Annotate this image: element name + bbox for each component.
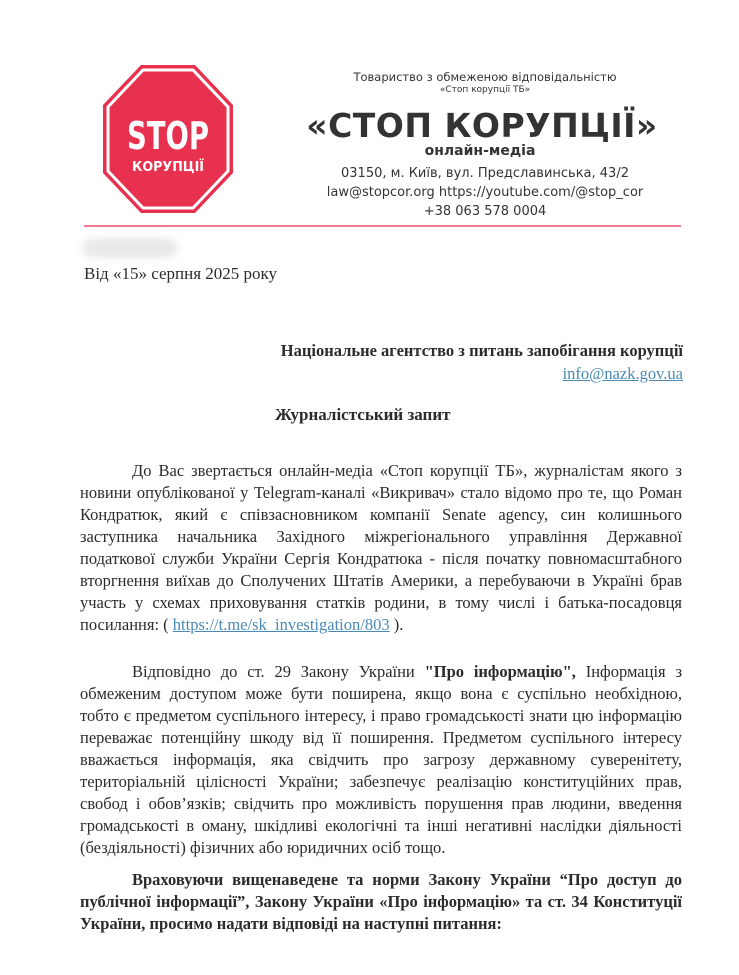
letterhead-contacts: [290, 164, 680, 221]
legal-basis-start: Відповідно до ст. 29 Закону України: [132, 662, 425, 681]
redacted-reference: [82, 238, 178, 258]
email-youtube: law@stopcor.org https://youtube.com/@stop_cor: [326, 185, 644, 200]
law-name-bold: "Про інформацію",: [424, 662, 576, 681]
recipient-email-link[interactable]: info@nazk.gov.ua: [562, 364, 683, 383]
address: 03150, м. Київ, вул. Предславинська, 43/2: [341, 166, 629, 181]
letterhead-divider: [84, 225, 681, 227]
paragraph-intro: [80, 460, 682, 636]
stop-corruption-logo: [101, 63, 235, 215]
legal-basis-rest: Інформація з обмеженим доступом може бути поширена, якщо вона є суспільно необхідною, тобто є предметом суспільного інтересу, і право громадськості знати цю інформацію переважає потенційну шкоду від її поширення. Предметом суспільного інтересу вважається інформація, яка свідчить про загрозу державному суверенітету, територіальній цілісності України; забезпечує реалізацію конституційних прав, свобод і обов’язків; свідчить про можливість порушення прав людини, введення громадськості в оману, шкідливі екологічні та інші негативні наслідки діяльності (бездіяльності) фізичних або юридичних осіб тощо.: [80, 662, 682, 857]
phone: +38 063 578 0004: [423, 204, 547, 219]
paragraph-legal-basis: [80, 661, 682, 859]
paragraph-request: Враховуючи вищенаведене та норми Закону України “Про доступ до публічної інформації”, Закону України «Про інформацію» та ст. 34 Конституції України, просимо надати відповіді на наступні питання:: [80, 870, 682, 933]
letter-date: Від «15» серпня 2025 року: [84, 264, 278, 283]
document-title: Журналістський запит: [275, 405, 451, 424]
paragraph-intro-end: ).: [389, 615, 404, 634]
telegram-source-link[interactable]: https://t.me/sk_investigation/803: [172, 615, 390, 634]
logo-subtitle-text: КОРУПЦІЇ: [132, 160, 206, 175]
logo-stop-text: STOP: [127, 114, 209, 158]
brand-subtitle: онлайн-медіа: [424, 143, 536, 159]
org-legal-name: Товариство з обмеженою відповідальністю: [353, 70, 617, 84]
letterhead-org: [290, 70, 680, 96]
org-short-name: «Стоп корупції ТБ»: [439, 85, 531, 95]
recipient-name: Національне агентство з питань запобігання корупції: [280, 341, 683, 360]
brand-title: «СТОП КОРУПЦІЇ»: [306, 106, 658, 145]
paragraph-intro-text: До Вас звертається онлайн-медіа «Стоп корупції ТБ», журналістам якого з новини опублікованої у Telegram-каналі «Викривач» стало відомо про те, що Роман Кондратюк, який є співзасновником компанії Senate agency, син колишнього заступника начальника Західного міжрегіонального управління Державної податкової служби України Сергія Кондратюка - після початку повномасштабного вторгнення виїхав до Сполучених Штатів Америки, а перебуваючи в Україні брав участь у схемах приховування статків родини, в тому числі і батька-посадовця посилання: (: [80, 461, 682, 634]
